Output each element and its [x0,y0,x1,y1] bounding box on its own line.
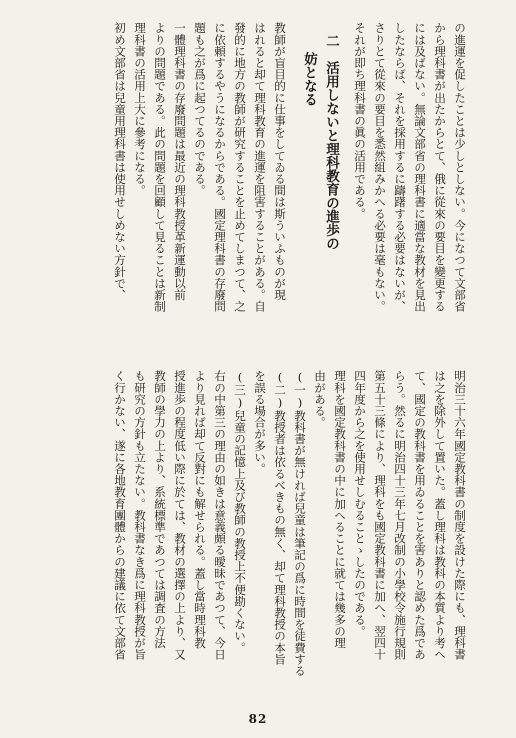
text-line: 四年度から之を使用せしむることゝしたのである。 [353,370,367,637]
text-line: それが即ち理科書の眞の活用である。 [353,22,367,220]
text-line: 明治三十六年國定教科書の制度を設けた際にも、理科書 [453,370,467,660]
text-line: 發的に地方の教師が研究することを止めてしまつて、之 [233,22,247,312]
text-line: さりとて從來の要目を悉然組みかへる必要は毫もない。 [373,22,387,312]
spacer [342,22,350,355]
upper-text-block [34,22,470,355]
text-line: に依頼するやうになるからである。國定理科書の存廢問 [213,22,227,312]
text-line: を誤る場合が多い。 [253,370,267,475]
list-item: (一)教科書が無ければ兒童は筆記の爲に時間を徒費する [293,370,307,677]
lower-text-block [34,370,470,703]
text-line: 一體理科書の存廢問題は最近の理科教授革新運動以前 [173,22,187,301]
text-line: よりの問題である。此の問題を回顧して見ることは新制 [153,22,167,312]
text-line: より見れば却て反對にも解せられる。蓋し當時理科教 [193,370,207,649]
text-line: 題も之が爲に起つてるのである。 [193,22,207,196]
section-heading-continued: 妨となる [301,52,317,106]
text-line: はれると却て理科教育の進運を阻害することがある。自 [253,22,267,312]
text-line: 初め文部省は兒童用理科書は使用せしめない方針で、 [113,22,127,301]
text-line: 理科を國定教科書の中に加へることに就ては幾多の理 [333,370,347,649]
text-line: 授進歩の程度低い際に於ては、教材の選擇の上より、又 [173,370,187,660]
text-line: から理科書が出たからとて、俄に從來の要目を變更する [433,22,447,312]
text-line: したならば、それを採用するに躊躇する必要はないが、 [393,22,407,312]
text-line: らう。然るに明治四十三年七月改制の小學校令施行規則 [393,370,407,660]
text-line: 教師が盲目的に仕事をしてゐる間は斯ういふものが現 [273,22,287,301]
text-line: 第五十三條により、理科をも國定教科書に加へ、翌四十 [373,370,387,660]
text-line: には及ばない。無論文部省の理科書に適當な教材を見出 [413,22,427,312]
text-line: 教師の學力の上より、系統標準であつては調査の方法 [153,370,167,649]
list-item: (二)教授者は依るべきもの無く、却て理科教授の本旨 [273,370,287,665]
list-item: (三)兒童の記憶上及び教師の教授上不便勘くない。 [233,370,247,654]
section-heading: 二 活用しないと理科教育の進歩の [323,34,339,250]
spacer [290,22,298,355]
text-line: 理科書の活用上大に參考になる。 [133,22,147,196]
text-line: く行かない、遂に各地教育團體からの建議に依て文部省 [113,370,127,660]
text-line: は之を除外して置いた。蓋し理科は教科の本質より考へ [433,370,447,660]
text-line: て、國定の教科書を用ゐることを害ありと認めた爲であ [413,370,427,660]
page-number: 82 [248,712,268,726]
text-line: 右の中第三の理由の如きは意義頗る曖昧であつて、今日 [213,370,227,660]
text-line: も研究の方針も立たない。教科書なき爲に理科教授が旨 [133,370,147,660]
text-line: 由がある。 [313,370,327,428]
text-line: の進運を促したことは少しとしない。今になつて文部省 [453,22,467,312]
